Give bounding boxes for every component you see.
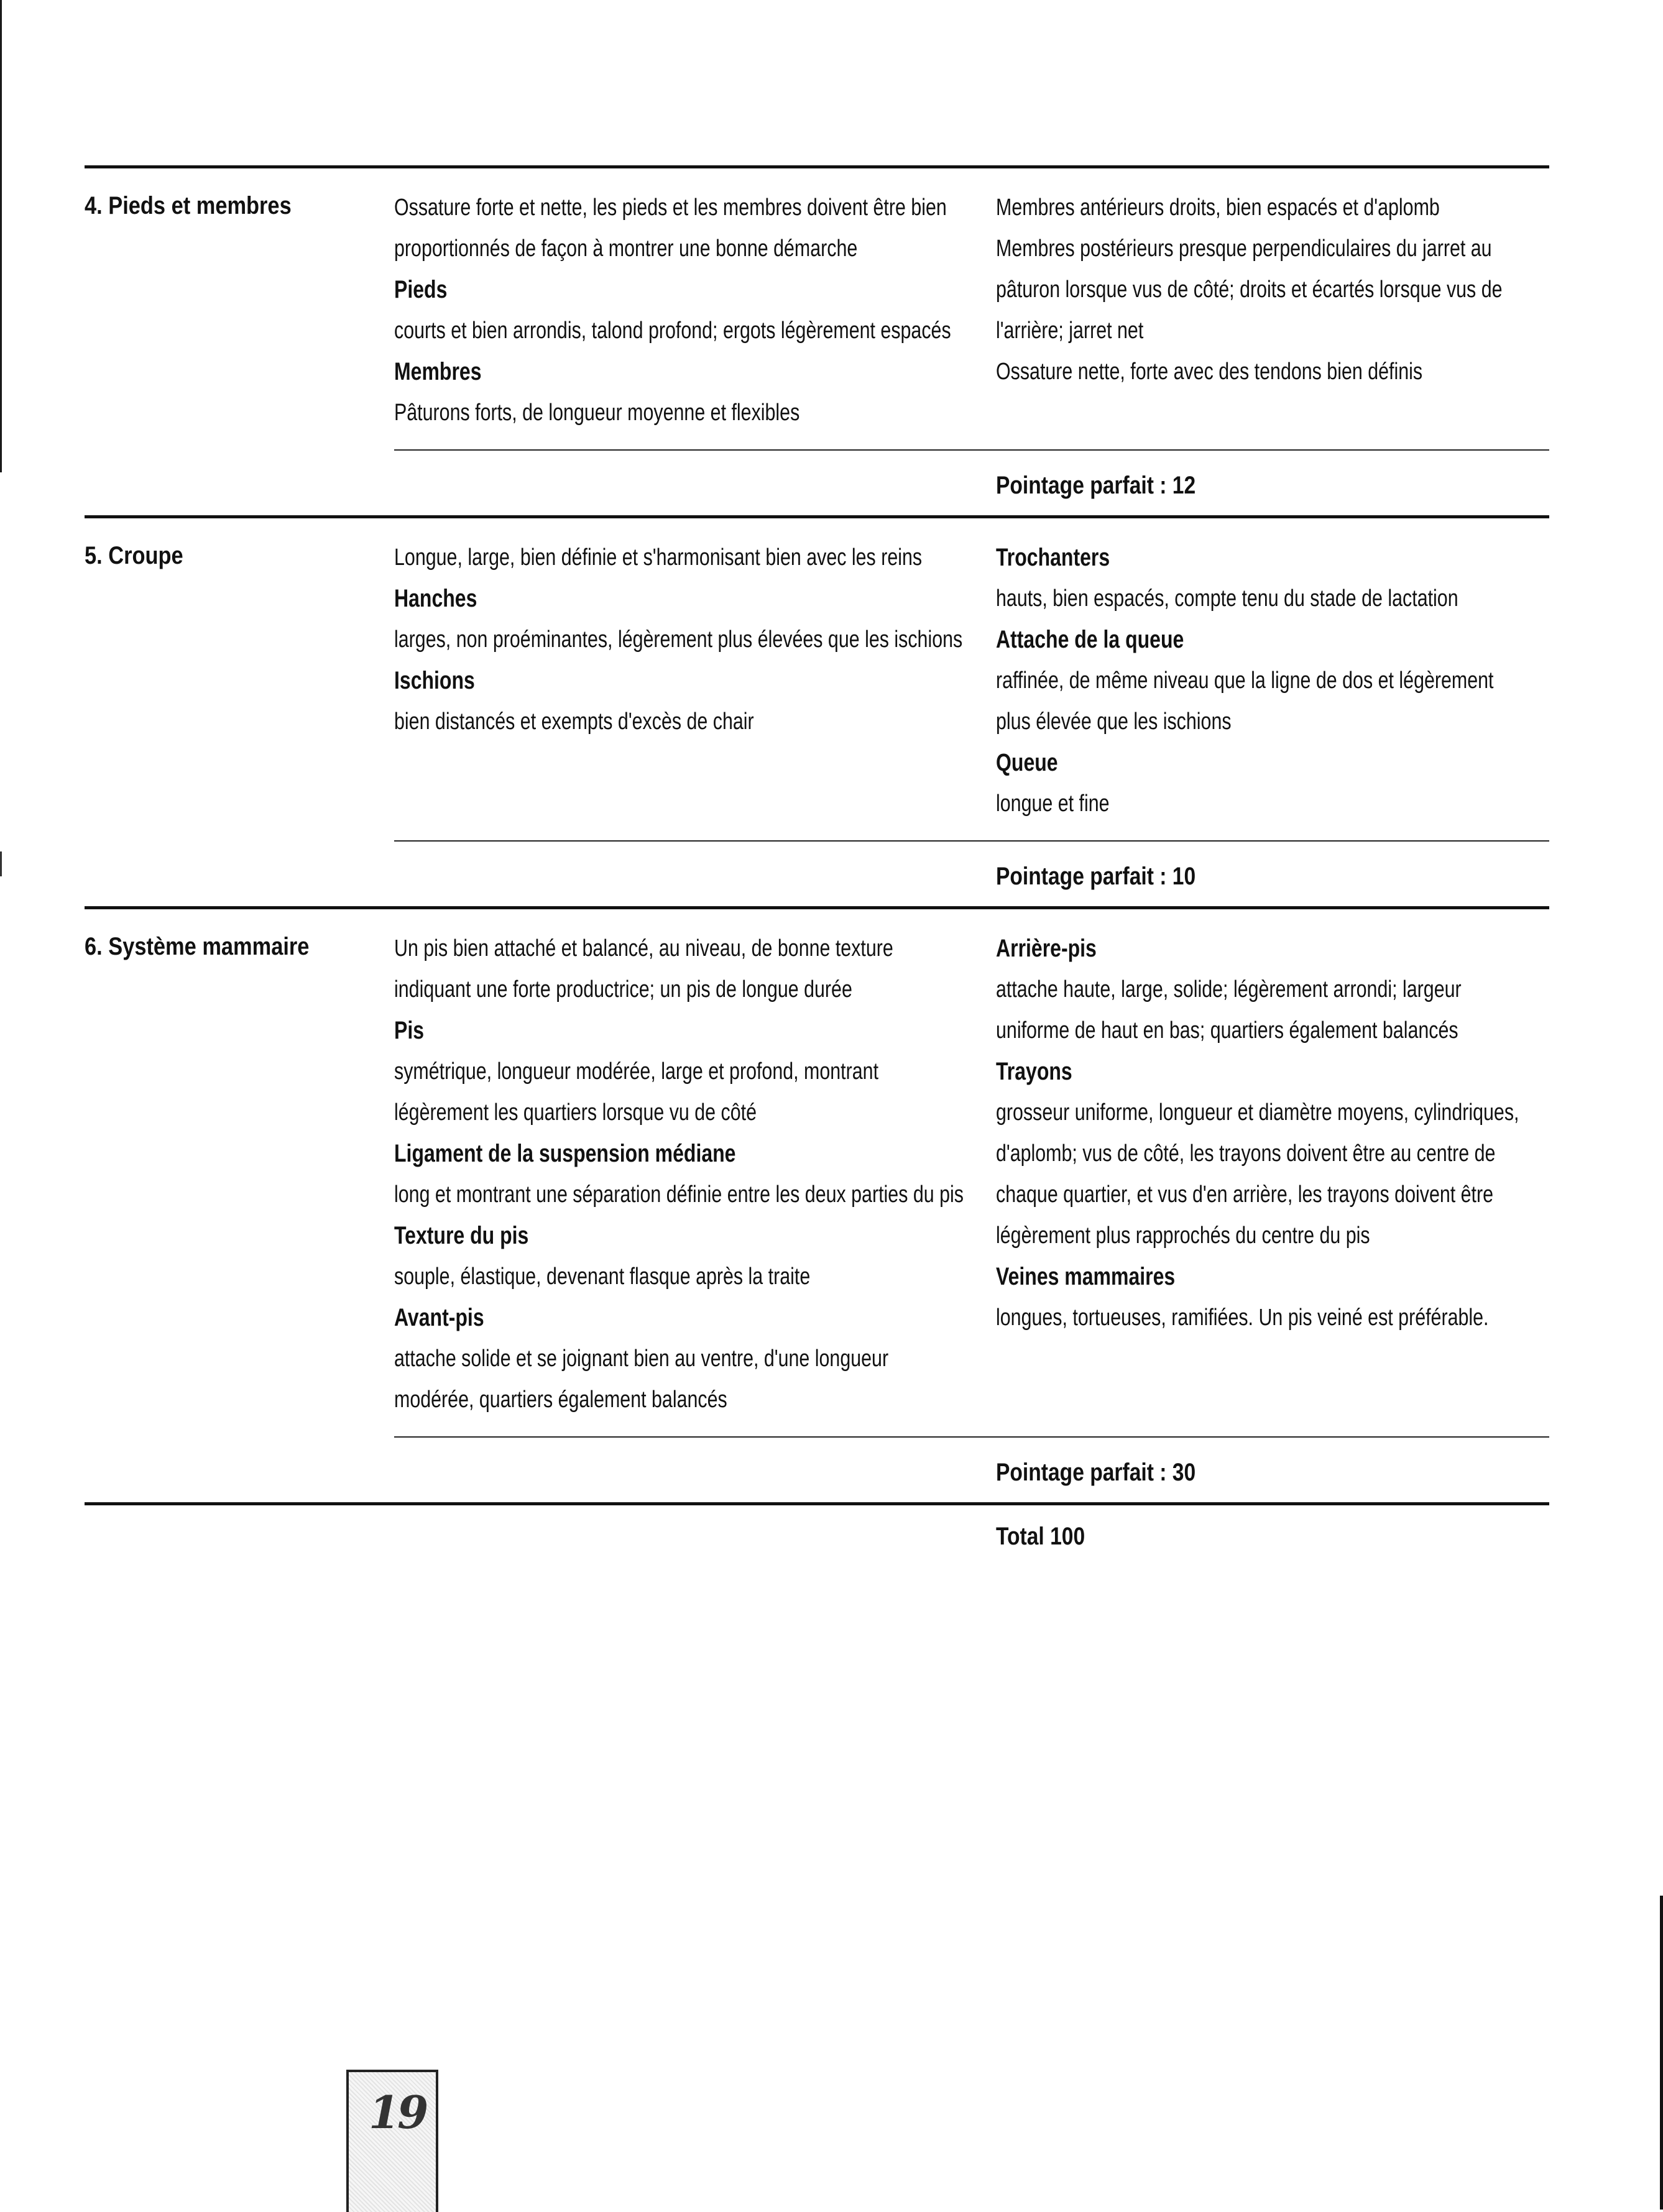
detail-text: Membres antérieurs droits, bien espacés et d'aplomb (996, 195, 1440, 221)
subheading: Texture du pis (394, 1222, 529, 1249)
detail-text: Membres postérieurs presque perpendiculaires du jarret au pâturon lorsque vus de côté; droits et écartés lorsque vus de l'arrière; jarret net (996, 236, 1503, 344)
description-text: attache solide et se joignant bien au ventre, d'une longueur modérée, quartiers également balancés (394, 1346, 889, 1413)
subheading: Veines mammaires (996, 1263, 1176, 1290)
section-details (996, 187, 1549, 433)
subheading: Trayons (996, 1058, 1072, 1085)
description-text: Un pis bien attaché et balancé, au niveau, de bonne texture indiquant une forte productrice; un pis de longue durée (394, 935, 893, 1003)
scan-edge-right (1660, 1896, 1663, 2210)
description-text: symétrique, longueur modérée, large et profond, montrant légèrement les quartiers lorsque vu de côté (394, 1058, 879, 1126)
section-title: 5. Croupe (85, 542, 183, 569)
section-croupe (85, 518, 1549, 824)
subheading: Avant-pis (394, 1304, 484, 1331)
score-row (85, 1436, 1549, 1502)
section-title: 4. Pieds et membres (85, 192, 292, 219)
description-text: larges, non proéminantes, légèrement plus élevées que les ischions (394, 626, 963, 653)
perfect-score: Pointage parfait : 12 (996, 472, 1196, 499)
section-description (394, 187, 996, 433)
score-rule (394, 840, 1549, 906)
detail-text: longues, tortueuses, ramifiées. Un pis veiné est préférable. (996, 1305, 1489, 1331)
detail-text: longue et fine (996, 791, 1110, 817)
description-text: long et montrant une séparation définie entre les deux parties du pis (394, 1182, 964, 1208)
detail-text: raffinée, de même niveau que la ligne de dos et légèrement plus élevée que les ischions (996, 668, 1494, 735)
section-description (394, 537, 996, 824)
subheading: Hanches (394, 585, 477, 612)
total-score: Total 100 (996, 1523, 1085, 1550)
subheading: Queue (996, 749, 1058, 776)
section-pieds-et-membres (85, 168, 1549, 433)
page-number: 19 (369, 2086, 426, 2139)
score-row (85, 840, 1549, 906)
description-text: Pâturons forts, de longueur moyenne et flexibles (394, 400, 800, 426)
subheading: Attache de la queue (996, 626, 1184, 653)
scan-edge-left-mark (0, 851, 2, 876)
subheading: Trochanters (996, 544, 1110, 571)
subheading: Pis (394, 1017, 425, 1044)
section-systeme-mammaire (85, 909, 1549, 1420)
description-text: bien distancés et exempts d'excès de chair (394, 709, 754, 735)
subheading: Pieds (394, 276, 448, 303)
description-text: souple, élastique, devenant flasque après la traite (394, 1264, 811, 1290)
detail-text: Ossature nette, forte avec des tendons bien définis (996, 359, 1423, 385)
score-rule (394, 1436, 1549, 1502)
subheading: Arrière-pis (996, 935, 1097, 962)
description-text: Longue, large, bien définie et s'harmonisant bien avec les reins (394, 544, 923, 571)
section-details (996, 928, 1549, 1420)
score-rule (394, 449, 1549, 515)
section-description (394, 928, 996, 1420)
description-text: Ossature forte et nette, les pieds et les membres doivent être bien proportionnés de façon à montrer une bonne démarche (394, 195, 947, 262)
section-title: 6. Système mammaire (85, 933, 310, 960)
description-text: courts et bien arrondis, talond profond; ergots légèrement espacés (394, 318, 951, 344)
detail-text: attache haute, large, solide; légèrement arrondi; largeur uniforme de haut en bas; quartiers également balancés (996, 976, 1462, 1044)
score-row (85, 449, 1549, 515)
scoring-table (85, 165, 1549, 1555)
section-details (996, 537, 1549, 824)
subheading: Membres (394, 358, 482, 385)
perfect-score: Pointage parfait : 10 (996, 863, 1196, 890)
detail-text: grosseur uniforme, longueur et diamètre moyens, cylindriques, d'aplomb; vus de côté, les trayons doivent être au centre de chaque quartier, et vus d'en arrière, les trayons doivent être légèrement plus rapprochés du centre du pis (996, 1099, 1519, 1249)
subheading: Ischions (394, 667, 475, 694)
detail-text: hauts, bien espacés, compte tenu du stade de lactation (996, 585, 1458, 612)
perfect-score: Pointage parfait : 30 (996, 1459, 1196, 1486)
page-number-box (346, 2070, 438, 2212)
subheading: Ligament de la suspension médiane (394, 1140, 736, 1167)
scan-edge-left (0, 0, 2, 472)
